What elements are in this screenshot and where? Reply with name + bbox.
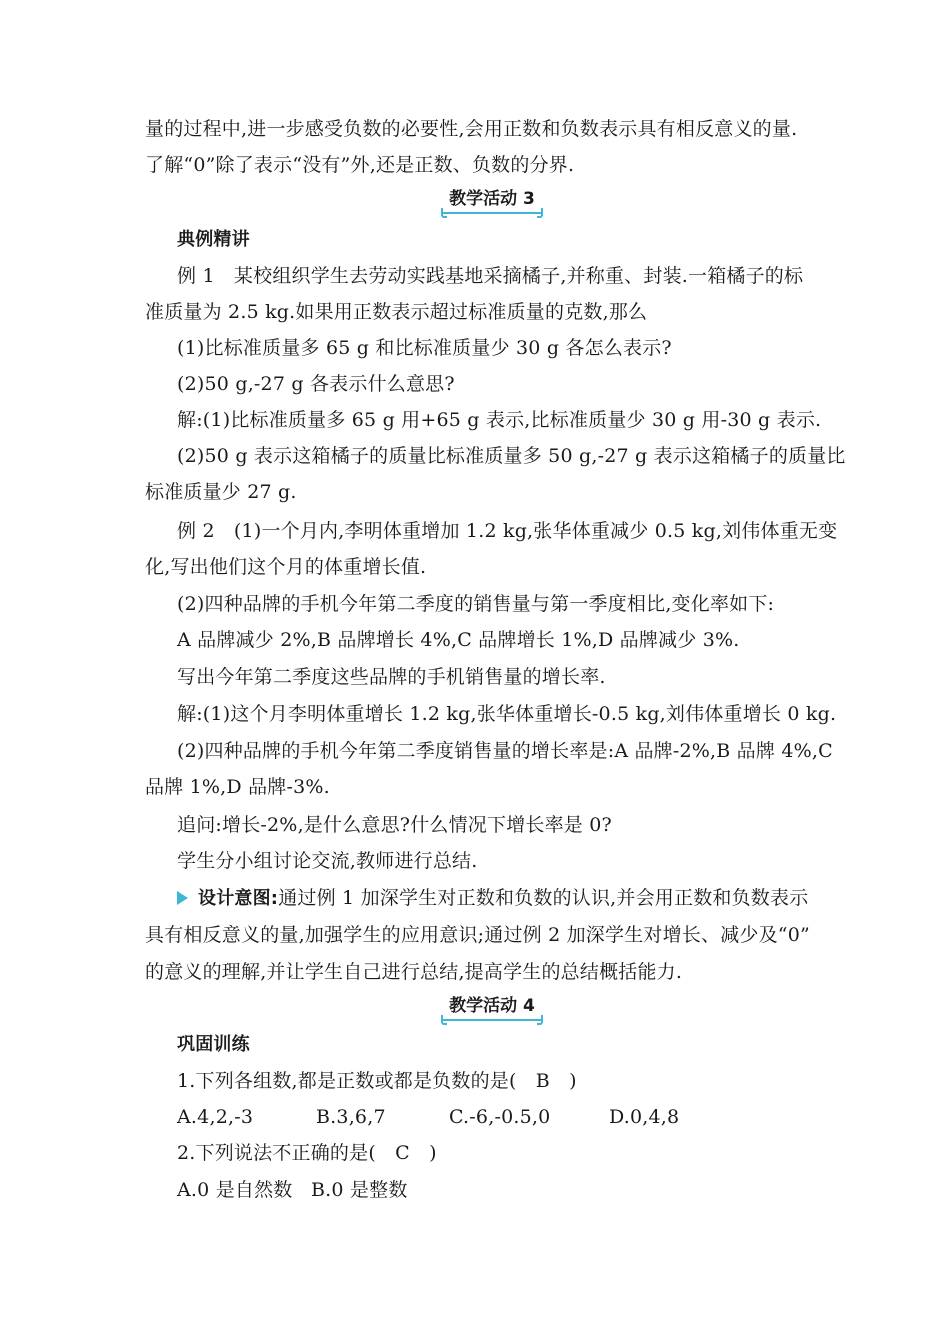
question-2-stem: 2.下列说法不正确的是( C ) (177, 1142, 437, 1164)
example-1-answer-2-line-1: (2)50 g 表示这箱橘子的质量比标准质量多 50 g,-27 g 表示这箱橘子的质量比 (177, 445, 846, 467)
example-1-answer-2-line-2: 标准质量少 27 g. (145, 481, 297, 503)
question-1-option-d: D.0,4,8 (609, 1106, 680, 1128)
activity-underline (441, 212, 543, 216)
question-1-option-c: C.-6,-0.5,0 (449, 1106, 551, 1128)
activity-3-title: 教学活动 3 (449, 189, 535, 209)
design-intent-text-1: 通过例 1 加深学生对正数和负数的认识,并会用正数和负数表示 (278, 887, 809, 909)
intro-line-2: 了解“0”除了表示“没有”外,还是正数、负数的分界. (145, 154, 575, 176)
design-intent-line-2: 具有相反意义的量,加强学生的应用意识;通过例 2 加深学生对增长、减少及“0” (145, 924, 810, 946)
activity-underline-tail (537, 208, 543, 218)
example-1-line-2: 准质量为 2.5 kg.如果用正数表示超过标准质量的克数,那么 (145, 301, 648, 323)
section-heading-examples: 典例精讲 (177, 229, 250, 250)
example-1-question-1: (1)比标准质量多 65 g 和比标准质量少 30 g 各怎么表示? (177, 337, 672, 359)
question-2-option-a: A.0 是自然数 (177, 1179, 293, 1201)
question-1-option-b: B.3,6,7 (316, 1106, 386, 1128)
example-2-answer-1: 解:(1)这个月李明体重增长 1.2 kg,张华体重增长-0.5 kg,刘伟体重增长 0 kg. (177, 703, 837, 725)
activity-4-heading (441, 993, 543, 1023)
example-2-answer-2-line-2: 品牌 1%,D 品牌-3%. (145, 776, 330, 798)
section-heading-practice: 巩固训练 (177, 1034, 250, 1055)
activity-underline (441, 1019, 543, 1023)
activity-4-title: 教学活动 4 (449, 996, 535, 1016)
intro-line-1: 量的过程中,进一步感受负数的必要性,会用正数和负数表示具有相反意义的量. (145, 118, 798, 140)
activity-underline-tail (537, 1015, 543, 1025)
example-2-answer-2-line-1: (2)四种品牌的手机今年第二季度销售量的增长率是:A 品牌-2%,B 品牌 4%,C (177, 740, 833, 762)
discussion-note: 学生分小组讨论交流,教师进行总结. (177, 850, 478, 872)
design-intent-label: 设计意图: (198, 888, 279, 909)
example-1-question-2: (2)50 g,-27 g 各表示什么意思? (177, 373, 455, 395)
triangle-marker-icon (177, 891, 188, 905)
example-2-question-2: (2)四种品牌的手机今年第二季度的销售量与第一季度相比,变化率如下: (177, 593, 775, 615)
question-2-option-b: B.0 是整数 (311, 1179, 408, 1201)
example-2-line-1: 例 2 (1)一个月内,李明体重增加 1.2 kg,张华体重减少 0.5 kg,刘伟体重无变 (177, 520, 838, 542)
activity-3-heading (441, 186, 543, 216)
design-intent-line-3: 的意义的理解,并让学生自己进行总结,提高学生的总结概括能力. (145, 961, 683, 983)
example-2-question-2-data: A 品牌减少 2%,B 品牌增长 4%,C 品牌增长 1%,D 品牌减少 3%. (177, 629, 740, 651)
example-2-question-2-ask: 写出今年第二季度这些品牌的手机销售量的增长率. (177, 666, 606, 688)
question-1-stem: 1.下列各组数,都是正数或都是负数的是( B ) (177, 1070, 577, 1092)
example-1-line-1: 例 1 某校组织学生去劳动实践基地采摘橘子,并称重、封装.一箱橘子的标 (177, 265, 804, 287)
example-2-line-2: 化,写出他们这个月的体重增长值. (145, 556, 427, 578)
design-intent-line-1 (177, 886, 808, 911)
question-1-option-a: A.4,2,-3 (177, 1106, 254, 1128)
follow-up-question: 追问:增长-2%,是什么意思?什么情况下增长率是 0? (177, 814, 612, 836)
example-1-answer-1: 解:(1)比标准质量多 65 g 用+65 g 表示,比标准质量少 30 g 用-30 g 表示. (177, 409, 822, 431)
